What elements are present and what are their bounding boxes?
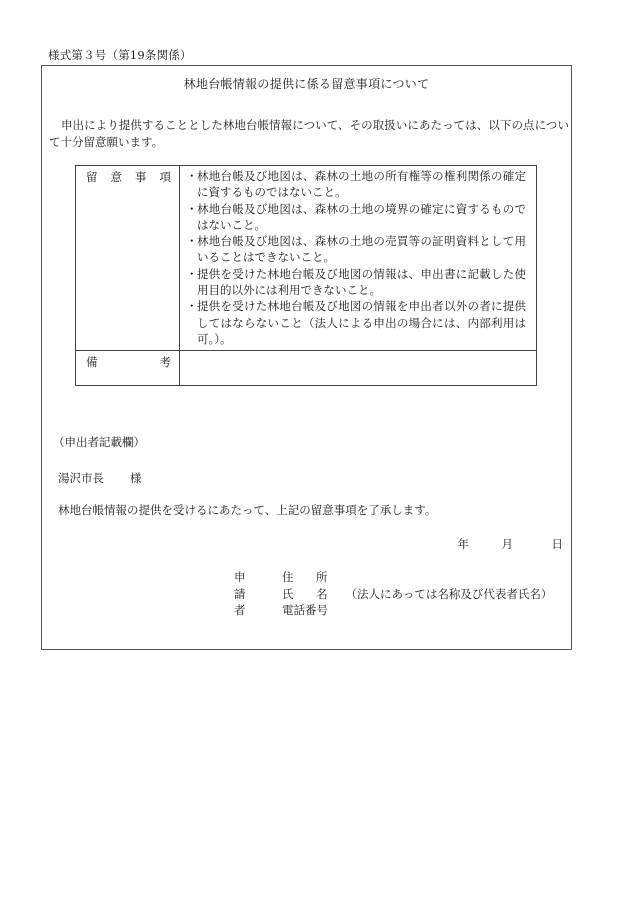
bullet-icon: ・ [186,266,198,281]
date-month-label: 月 [501,537,513,551]
remarks-header-char: 備 [86,355,98,370]
remarks-header-char: 考 [159,355,171,370]
notes-header-char: 意 [110,170,122,184]
notes-header-cell [76,166,180,351]
remarks-header [86,354,171,370]
notes-header-char: 留 [86,170,98,184]
applicant-label: 申請者 [234,570,246,617]
name-field [282,586,552,603]
bullet-icon: ・ [186,299,198,314]
note-text: 林地台帳及び地図は、森林の土地の境界の確定に資するものではないこと。 [197,201,526,232]
notes-table [75,165,537,386]
intro-paragraph: 申出により提供することとした林地台帳情報について、その取扱いにあたっては、以下の点について十分留意願います。 [49,118,569,149]
bullet-icon: ・ [186,169,198,183]
notes-content-cell [180,166,537,351]
note-text: 林地台帳及び地図は、森林の土地の所有権等の権利関係の確定に資するものではないこと。 [197,169,526,200]
consent-statement: 林地台帳情報の提供を受けるにあたって、上記の留意事項を了承します。 [58,503,437,517]
date-line [458,536,564,552]
bullet-icon: ・ [186,234,198,249]
address-label-char: 所 [316,570,328,584]
remarks-header-cell [76,351,180,386]
addressee [58,470,142,486]
remarks-field[interactable] [180,351,537,386]
addressee-name: 湯沢市長 [58,471,104,485]
note-text: 提供を受けた林地台帳及び地図の情報は、申出書に記載した使用目的以外には利用できないこと。 [197,266,526,298]
note-item [186,266,526,299]
address-field [282,569,328,586]
phone-label: 電話番号 [282,603,328,617]
name-label-char: 名 [316,586,328,601]
document-title: 林地台帳情報の提供に係る留意事項について [183,77,430,91]
note-item [186,201,526,234]
phone-field [282,602,328,619]
form-frame [41,65,572,650]
date-year-label: 年 [457,537,469,551]
applicant-section-label: （申出者記載欄） [53,435,145,449]
note-text: 林地台帳及び地図は、森林の土地の売買等の証明資料として用いることはできないこと。 [197,234,526,265]
notes-header-char: 項 [159,170,171,184]
notes-row [76,166,537,351]
bullet-icon: ・ [186,201,198,216]
notes-list [180,166,536,350]
addressee-honorific: 様 [130,471,142,485]
name-label-char: 氏 [282,586,294,601]
name-note: （法人にあっては名称及び代表者氏名） [345,586,553,601]
notes-header [86,169,171,185]
note-item [186,298,526,347]
note-item [186,168,526,201]
form-number: 様式第３号（第19条関係） [48,48,192,62]
note-item [186,233,526,266]
notes-header-char: 事 [135,170,147,184]
address-label-char: 住 [282,570,294,584]
remarks-row [76,351,537,386]
note-text: 提供を受けた林地台帳及び地図の情報を申出者以外の者に提供してはならないこと（法人による申出の場合には、内部利用は可。）。 [197,299,526,346]
date-day-label: 日 [551,537,563,551]
